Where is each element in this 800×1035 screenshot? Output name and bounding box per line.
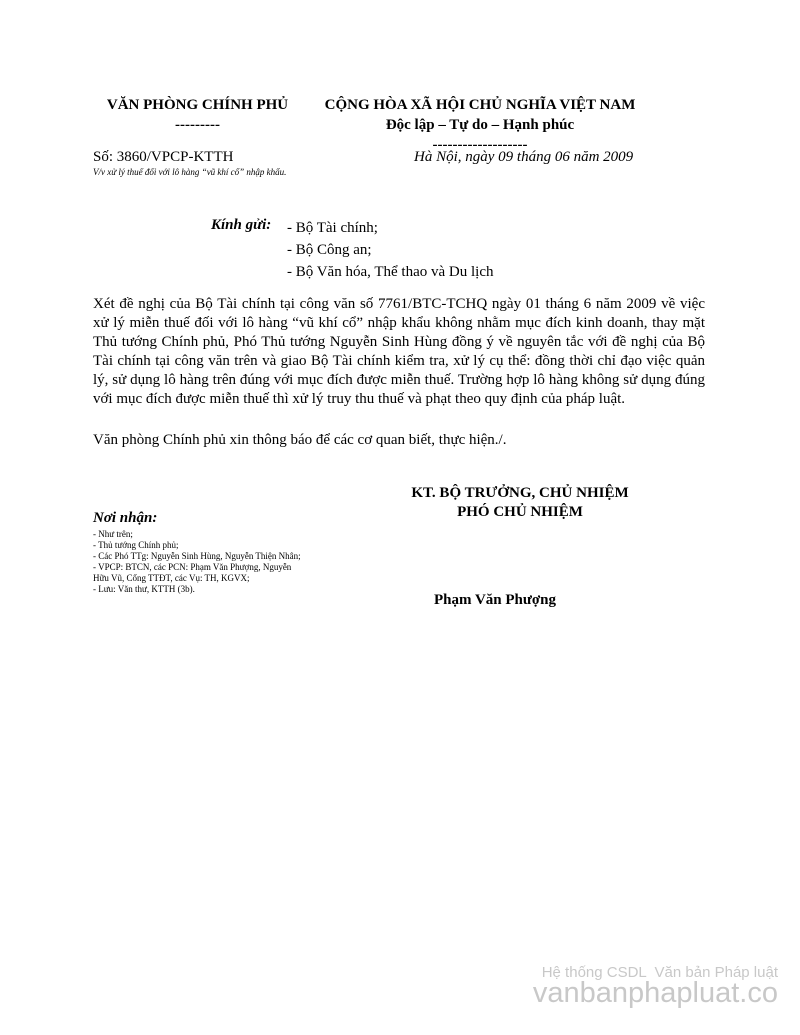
receiver-item: - Như trên; <box>93 529 133 539</box>
signature-title-line2: PHÓ CHỦ NHIỆM <box>457 504 583 520</box>
recipients-list <box>287 217 493 283</box>
receiver-item: - Lưu: Văn thư, KTTH (3b). <box>93 584 195 594</box>
issuing-agency-block <box>80 95 315 135</box>
document-number: Số: 3860/VPCP-KTTH <box>93 149 234 165</box>
national-header-block <box>300 95 660 155</box>
national-motto: Độc lập – Tự do – Hạnh phúc <box>385 117 575 133</box>
receiver-item: - VPCP: BTCN, các PCN: Phạm Văn Phượng, Nguyễn Hữu Vũ, Cổng TTĐT, các Vụ: TH, KGVX; <box>93 562 292 583</box>
country-name: CỘNG HÒA XÃ HỘI CHỦ NGHĨA VIỆT NAM <box>324 97 636 113</box>
receiver-item: - Thủ tướng Chính phủ; <box>93 540 179 550</box>
recipients-label: Kính gửi: <box>211 217 272 233</box>
watermark-domain: vanbanphapluat.co <box>532 977 778 1009</box>
document-date: Hà Nội, ngày 09 tháng 06 năm 2009 <box>414 149 634 165</box>
watermark-caption: Hệ thống CSDL Văn bản Pháp luật <box>541 964 778 981</box>
notice-paragraph: Văn phòng Chính phủ xin thông báo để các cơ quan biết, thực hiện./. <box>93 432 507 448</box>
recipient-item: - Bộ Tài chính; <box>287 220 378 236</box>
issuing-agency-underline: --------- <box>175 117 220 133</box>
receivers-list <box>93 529 308 595</box>
receiver-item: - Các Phó TTg: Nguyễn Sinh Hùng, Nguyễn Thiện Nhân; <box>93 551 301 561</box>
body-paragraph: Xét đề nghị của Bộ Tài chính tại công văn số 7761/BTC-TCHQ ngày 01 tháng 6 năm 2009 về việc xử lý miễn thuế đối với lô hàng “vũ khí cổ” nhập khẩu không nhằm mục đích kinh doanh, thay mặt Thủ tướng Chính phủ, Phó Thủ tướng Nguyễn Sinh Hùng đồng ý về nguyên tắc với đề nghị của Bộ Tài chính tại công văn trên và giao Bộ Tài chính kiểm tra, xử lý cụ thể: đồng thời chỉ đạo việc quản lý, sử dụng lô hàng trên đúng với mục đích được miễn thuế. Trường hợp lô hàng không sử dụng đúng với mục đích được miễn thuế thì xử lý truy thu thuế và phạt theo quy định của pháp luật. <box>93 296 705 407</box>
issuing-agency-name: VĂN PHÒNG CHÍNH PHỦ <box>106 97 289 113</box>
signature-title-block <box>370 484 670 522</box>
signature-title-line1: KT. BỘ TRƯỞNG, CHỦ NHIỆM <box>411 485 629 501</box>
document-subject: V/v xử lý thuế đối với lô hàng “vũ khí cổ” nhập khẩu. <box>93 167 287 177</box>
recipient-item: - Bộ Văn hóa, Thể thao và Du lịch <box>287 264 494 280</box>
signer-name: Phạm Văn Phượng <box>433 592 557 608</box>
recipient-item: - Bộ Công an; <box>287 242 372 258</box>
motto-underline: ------------------- <box>432 137 528 153</box>
receivers-heading: Nơi nhận: <box>93 510 158 526</box>
